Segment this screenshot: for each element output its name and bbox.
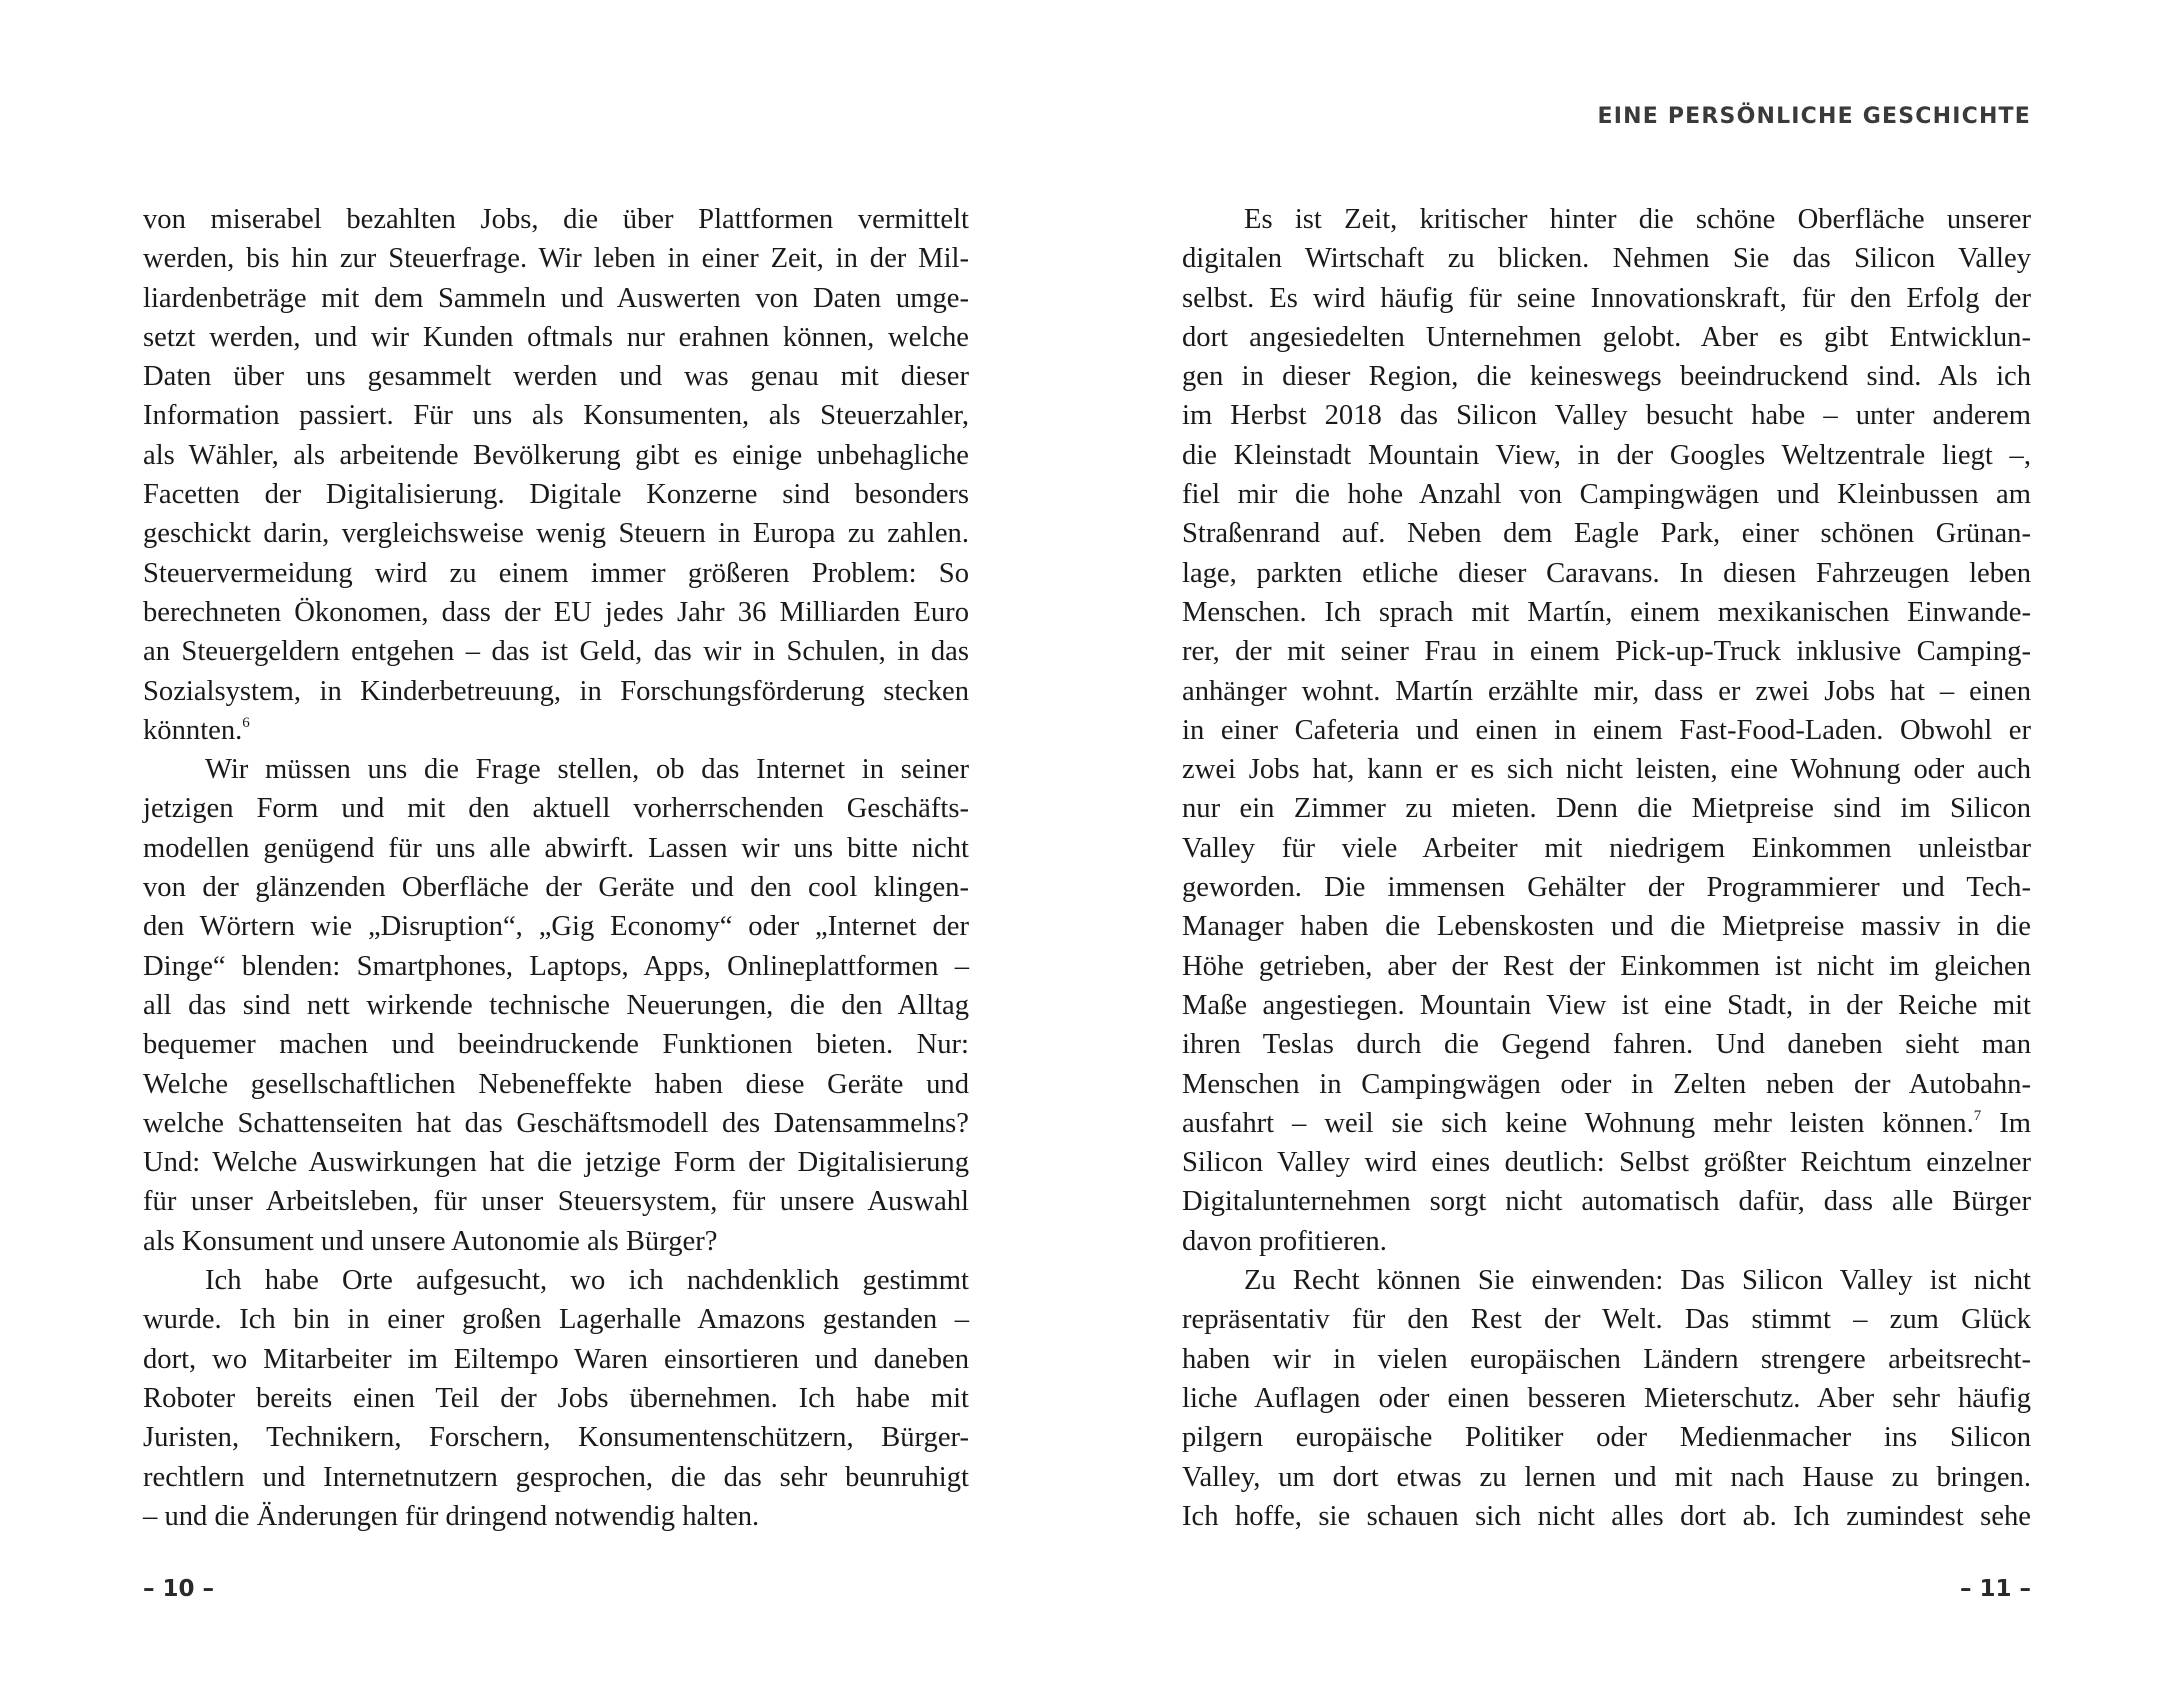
text-line xyxy=(143,1418,969,1457)
line-text: fiel mir die hohe Anzahl von Campingwägen und Kleinbussen am xyxy=(1182,479,2031,511)
line-text: davon profitieren. xyxy=(1182,1225,1387,1257)
text-line xyxy=(1182,1143,2031,1182)
line-text: Valley für viele Arbeiter mit niedrigem Einkommen unleistbar xyxy=(1182,832,2031,864)
line-text: dort angesiedelten Unternehmen gelobt. Aber es gibt Entwicklun- xyxy=(1182,321,2031,353)
line-text: von der glänzenden Oberfläche der Geräte und den cool klingen- xyxy=(143,872,969,904)
line-text: berechneten Ökonomen, dass der EU jedes Jahr 36 Milliarden Euro xyxy=(143,596,969,628)
text-line xyxy=(143,279,969,318)
text-line xyxy=(1182,1025,2031,1064)
line-text: könnten. xyxy=(143,714,243,746)
line-text: Straßenrand auf. Neben dem Eagle Park, einer schönen Grünan- xyxy=(1182,518,2031,550)
text-line xyxy=(1182,1458,2031,1497)
line-text: pilgern europäische Politiker oder Medienmacher ins Silicon xyxy=(1182,1422,2031,1454)
text-line xyxy=(143,868,969,907)
line-text: repräsentativ für den Rest der Welt. Das stimmt – zum Glück xyxy=(1182,1304,2031,1336)
left-body-text xyxy=(143,200,969,1536)
text-line xyxy=(143,1340,969,1379)
text-line xyxy=(1182,514,2031,553)
text-line xyxy=(1182,829,2031,868)
text-line xyxy=(143,1222,969,1261)
line-text: als Konsument und unsere Autonomie als Bürger? xyxy=(143,1225,718,1257)
text-line xyxy=(1182,475,2031,514)
line-text: gen in dieser Region, die keineswegs beeindruckend sind. Als ich xyxy=(1182,361,2031,393)
text-line xyxy=(1182,1340,2031,1379)
text-line xyxy=(143,1143,969,1182)
text-line xyxy=(143,632,969,671)
line-text: Menschen. Ich sprach mit Martín, einem mexikanischen Einwande- xyxy=(1182,596,2031,628)
line-text: für unser Arbeitsleben, für unser Steuersystem, für unsere Auswahl xyxy=(143,1186,969,1218)
text-line xyxy=(143,239,969,278)
text-line xyxy=(143,986,969,1025)
line-text: Information passiert. Für uns als Konsumenten, als Steuerzahler, xyxy=(143,400,969,432)
line-text: Zu Recht können Sie einwenden: Das Silicon Valley ist nicht xyxy=(1244,1265,2031,1297)
text-line xyxy=(1182,279,2031,318)
text-line xyxy=(1182,318,2031,357)
text-line xyxy=(143,1300,969,1339)
line-text: den Wörtern wie „Disruption“, „Gig Economy“ oder „Internet der xyxy=(143,911,969,943)
line-text: wurde. Ich bin in einer großen Lagerhalle Amazons gestanden – xyxy=(143,1304,969,1336)
text-line xyxy=(143,554,969,593)
line-text: rechtlern und Internetnutzern gesprochen, die das sehr beunruhigt xyxy=(143,1461,969,1493)
line-text: – und die Änderungen für dringend notwendig halten. xyxy=(143,1500,760,1532)
page-number-right: – 11 – xyxy=(1959,1576,2031,1602)
text-line xyxy=(143,436,969,475)
text-line xyxy=(1182,1379,2031,1418)
line-text: Ich hoffe, sie schauen sich nicht alles dort ab. Ich zumindest sehe xyxy=(1182,1500,2031,1532)
line-text: Wir müssen uns die Frage stellen, ob das Internet in seiner xyxy=(205,754,969,786)
line-text: all das sind nett wirkende technische Neuerungen, die den Alltag xyxy=(143,989,969,1021)
line-text: liardenbeträge mit dem Sammeln und Auswerten von Daten umge- xyxy=(143,282,969,314)
text-line xyxy=(143,475,969,514)
line-text: bequemer machen und beeindruckende Funktionen bieten. Nur: xyxy=(143,1029,969,1061)
line-text: haben wir in vielen europäischen Ländern strengere arbeitsrecht- xyxy=(1182,1343,2031,1375)
text-line xyxy=(1182,868,2031,907)
text-line xyxy=(143,1065,969,1104)
text-line xyxy=(1182,1182,2031,1221)
line-text: Steuervermeidung wird zu einem immer größeren Problem: So xyxy=(143,557,969,589)
right-page xyxy=(1087,0,2174,1701)
line-text: die Kleinstadt Mountain View, in der Googles Weltzentrale liegt –, xyxy=(1182,439,2031,471)
text-line xyxy=(143,1025,969,1064)
line-text: geworden. Die immensen Gehälter der Programmierer und Tech- xyxy=(1182,872,2031,904)
line-text: als Wähler, als arbeitende Bevölkerung gibt es einige unbehagliche xyxy=(143,439,969,471)
line-text: Digitalunternehmen sorgt nicht automatisch dafür, dass alle Bürger xyxy=(1182,1186,2031,1218)
line-text: Und: Welche Auswirkungen hat die jetzige Form der Digitalisierung xyxy=(143,1147,969,1179)
text-line xyxy=(1182,593,2031,632)
line-text: Daten über uns gesammelt werden und was genau mit dieser xyxy=(143,361,969,393)
line-text: an Steuergeldern entgehen – das ist Geld, das wir in Schulen, in das xyxy=(143,636,969,668)
line-text: dort, wo Mitarbeiter im Eiltempo Waren einsortieren und daneben xyxy=(143,1343,969,1375)
text-line xyxy=(1182,672,2031,711)
line-text: welche Schattenseiten hat das Geschäftsmodell des Datensammelns? xyxy=(143,1107,969,1139)
line-text: digitalen Wirtschaft zu blicken. Nehmen Sie das Silicon Valley xyxy=(1182,243,2031,275)
line-text: anhänger wohnt. Martín erzählte mir, dass er zwei Jobs hat – einen xyxy=(1182,675,2031,707)
text-line xyxy=(1182,1300,2031,1339)
text-line xyxy=(143,593,969,632)
text-line xyxy=(1182,436,2031,475)
text-line xyxy=(1182,396,2031,435)
text-line xyxy=(1182,1418,2031,1457)
text-line xyxy=(143,789,969,828)
line-text: Silicon Valley wird eines deutlich: Selbst größter Reichtum einzelner xyxy=(1182,1147,2031,1179)
running-head: EINE PERSÖNLICHE GESCHICHTE xyxy=(1597,104,2031,129)
right-body-text xyxy=(1182,200,2031,1536)
text-line xyxy=(1182,1261,2031,1300)
text-line xyxy=(1182,986,2031,1025)
line-text: selbst. Es wird häufig für seine Innovationskraft, für den Erfolg der xyxy=(1182,282,2031,314)
text-line xyxy=(1182,1104,2031,1143)
line-text: von miserabel bezahlten Jobs, die über Plattformen vermittelt xyxy=(143,204,969,235)
line-text: liche Auflagen oder einen besseren Mieterschutz. Aber sehr häufig xyxy=(1182,1382,2031,1414)
footnote-reference: 6 xyxy=(242,714,250,731)
line-text: lage, parkten etliche dieser Caravans. In diesen Fahrzeugen leben xyxy=(1182,557,2031,589)
text-line xyxy=(143,514,969,553)
line-text: im Herbst 2018 das Silicon Valley besucht habe – unter anderem xyxy=(1182,400,2031,432)
text-line xyxy=(143,750,969,789)
line-text: ihren Teslas durch die Gegend fahren. Und daneben sieht man xyxy=(1182,1029,2031,1061)
line-text: Roboter bereits einen Teil der Jobs übernehmen. Ich habe mit xyxy=(143,1382,969,1414)
text-line xyxy=(143,1182,969,1221)
text-line xyxy=(1182,711,2031,750)
line-text: nur ein Zimmer zu mieten. Denn die Mietpreise sind im Silicon xyxy=(1182,793,2031,825)
text-line xyxy=(143,947,969,986)
line-text: Welche gesellschaftlichen Nebeneffekte haben diese Geräte und xyxy=(143,1068,969,1100)
text-line xyxy=(1182,1222,2031,1261)
line-text: Sozialsystem, in Kinderbetreuung, in Forschungsförderung stecken xyxy=(143,675,969,707)
text-line xyxy=(1182,554,2031,593)
text-line xyxy=(143,672,969,711)
text-line xyxy=(143,711,969,750)
text-line xyxy=(143,1497,969,1536)
line-text: Dinge“ blenden: Smartphones, Laptops, Apps, Onlineplattformen – xyxy=(143,950,969,982)
text-line xyxy=(1182,200,2031,239)
text-line xyxy=(143,1379,969,1418)
text-line xyxy=(1182,1065,2031,1104)
line-text: zwei Jobs hat, kann er es sich nicht leisten, eine Wohnung oder auch xyxy=(1182,754,2031,786)
text-line xyxy=(143,1104,969,1143)
line-text: Höhe getrieben, aber der Rest der Einkommen ist nicht im gleichen xyxy=(1182,950,2031,982)
line-text: Juristen, Technikern, Forschern, Konsumentenschützern, Bürger- xyxy=(143,1422,969,1454)
text-line xyxy=(143,829,969,868)
text-line xyxy=(1182,750,2031,789)
text-line xyxy=(1182,907,2031,946)
line-text: Valley, um dort etwas zu lernen und mit nach Hause zu bringen. xyxy=(1182,1461,2031,1493)
line-text: ausfahrt – weil sie sich keine Wohnung mehr leisten können. xyxy=(1182,1107,1974,1139)
line-text: werden, bis hin zur Steuerfrage. Wir leben in einer Zeit, in der Mil- xyxy=(143,243,969,275)
line-text: Ich habe Orte aufgesucht, wo ich nachdenklich gestimmt xyxy=(205,1265,969,1297)
text-line xyxy=(1182,239,2031,278)
line-text: Maße angestiegen. Mountain View ist eine Stadt, in der Reiche mit xyxy=(1182,989,2031,1021)
text-line xyxy=(143,1261,969,1300)
text-line xyxy=(1182,789,2031,828)
line-text: jetzigen Form und mit den aktuell vorherrschenden Geschäfts- xyxy=(143,793,969,825)
line-text-tail: Im xyxy=(1981,1107,2031,1139)
line-text: Menschen in Campingwägen oder in Zelten neben der Autobahn- xyxy=(1182,1068,2031,1100)
footnote-reference: 7 xyxy=(1973,1107,1982,1124)
line-text: setzt werden, und wir Kunden oftmals nur erahnen können, welche xyxy=(143,321,969,353)
text-line xyxy=(143,1458,969,1497)
text-line xyxy=(1182,632,2031,671)
text-line xyxy=(1182,357,2031,396)
text-line xyxy=(143,357,969,396)
line-text: Es ist Zeit, kritischer hinter die schöne Oberfläche unserer xyxy=(1244,204,2031,235)
line-text: in einer Cafeteria und einen in einem Fast-Food-Laden. Obwohl er xyxy=(1182,714,2031,746)
text-line xyxy=(1182,947,2031,986)
text-line xyxy=(143,200,969,239)
line-text: Manager haben die Lebenskosten und die Mietpreise massiv in die xyxy=(1182,911,2031,943)
line-text: modellen genügend für uns alle abwirft. Lassen wir uns bitte nicht xyxy=(143,832,969,864)
line-text: geschickt darin, vergleichsweise wenig Steuern in Europa zu zahlen. xyxy=(143,518,969,550)
line-text: rer, der mit seiner Frau in einem Pick-up-Truck inklusive Camping- xyxy=(1182,636,2031,668)
text-line xyxy=(143,396,969,435)
line-text: Facetten der Digitalisierung. Digitale Konzerne sind besonders xyxy=(143,479,969,511)
text-line xyxy=(1182,1497,2031,1536)
page-number-left: – 10 – xyxy=(143,1576,215,1602)
text-line xyxy=(143,907,969,946)
text-line xyxy=(143,318,969,357)
